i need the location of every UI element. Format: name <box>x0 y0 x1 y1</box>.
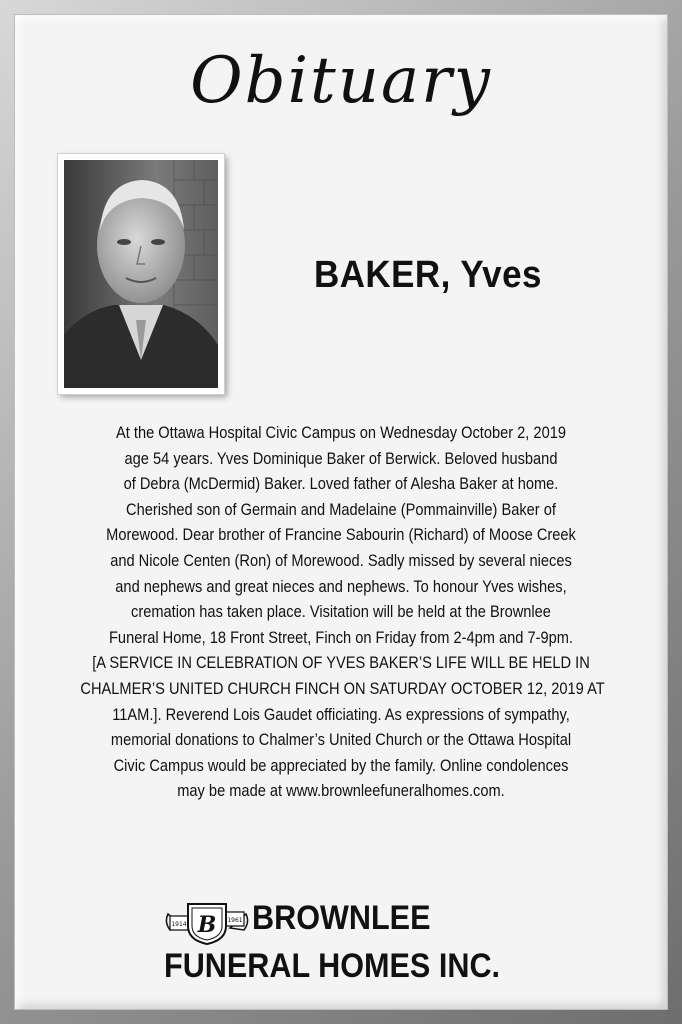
text-line: and nephews and great nieces and nephews. To honour Yves wishes, <box>115 576 567 596</box>
text-line: [A SERVICE IN CELEBRATION OF YVES BAKER’S LIFE WILL BE HELD IN <box>92 653 590 673</box>
page-title: Obituary <box>190 44 492 118</box>
text-line: At the Ottawa Hospital Civic Campus on Wednesday October 2, 2019 <box>116 423 566 442</box>
text-line: Cherished son of Germain and Madelaine (Pommainville) Baker of <box>126 499 556 519</box>
crest-letter: B <box>197 912 217 938</box>
logo-line-2: FUNERAL HOMES INC. <box>164 947 501 985</box>
funeral-home-logo <box>164 894 524 994</box>
logo-line-1: BROWNLEE <box>252 899 431 937</box>
crest-icon <box>164 900 250 946</box>
text-line: of Debra (McDermid) Baker. Loved father of Alesha Baker at home. <box>123 474 559 494</box>
crest-right-text: 1961 <box>227 917 243 924</box>
text-line: Morewood. Dear brother of Francine Sabourin (Richard) of Moose Creek <box>106 525 576 545</box>
text-line: age 54 years. Yves Dominique Baker of Berwick. Beloved husband <box>124 448 558 468</box>
text-line: may be made at www.brownleefuneralhomes.com. <box>177 781 505 801</box>
obituary-text <box>38 420 644 804</box>
text-line: Funeral Home, 18 Front Street, Finch on Friday from 2-4pm and 7-9pm. <box>109 627 573 647</box>
text-line: CHALMER’S UNITED CHURCH FINCH ON SATURDAY OCTOBER 12, 2019 AT <box>80 678 605 698</box>
crest-left-text: 1914 <box>171 921 187 928</box>
portrait-photo <box>58 154 224 394</box>
portrait-image <box>64 160 218 388</box>
deceased-name: BAKER, Yves <box>314 254 542 296</box>
text-line: Civic Campus would be appreciated by the family. Online condolences <box>113 755 569 775</box>
text-line: memorial donations to Chalmer’s United Church or the Ottawa Hospital <box>110 730 572 750</box>
text-line: 11AM.]. Reverend Lois Gaudet officiating. As expressions of sympathy, <box>112 704 570 724</box>
obituary-card <box>14 14 668 1010</box>
text-line: cremation has taken place. Visitation will be held at the Brownlee <box>131 602 551 622</box>
text-line: and Nicole Centen (Ron) of Morewood. Sadly missed by several nieces <box>110 550 572 570</box>
